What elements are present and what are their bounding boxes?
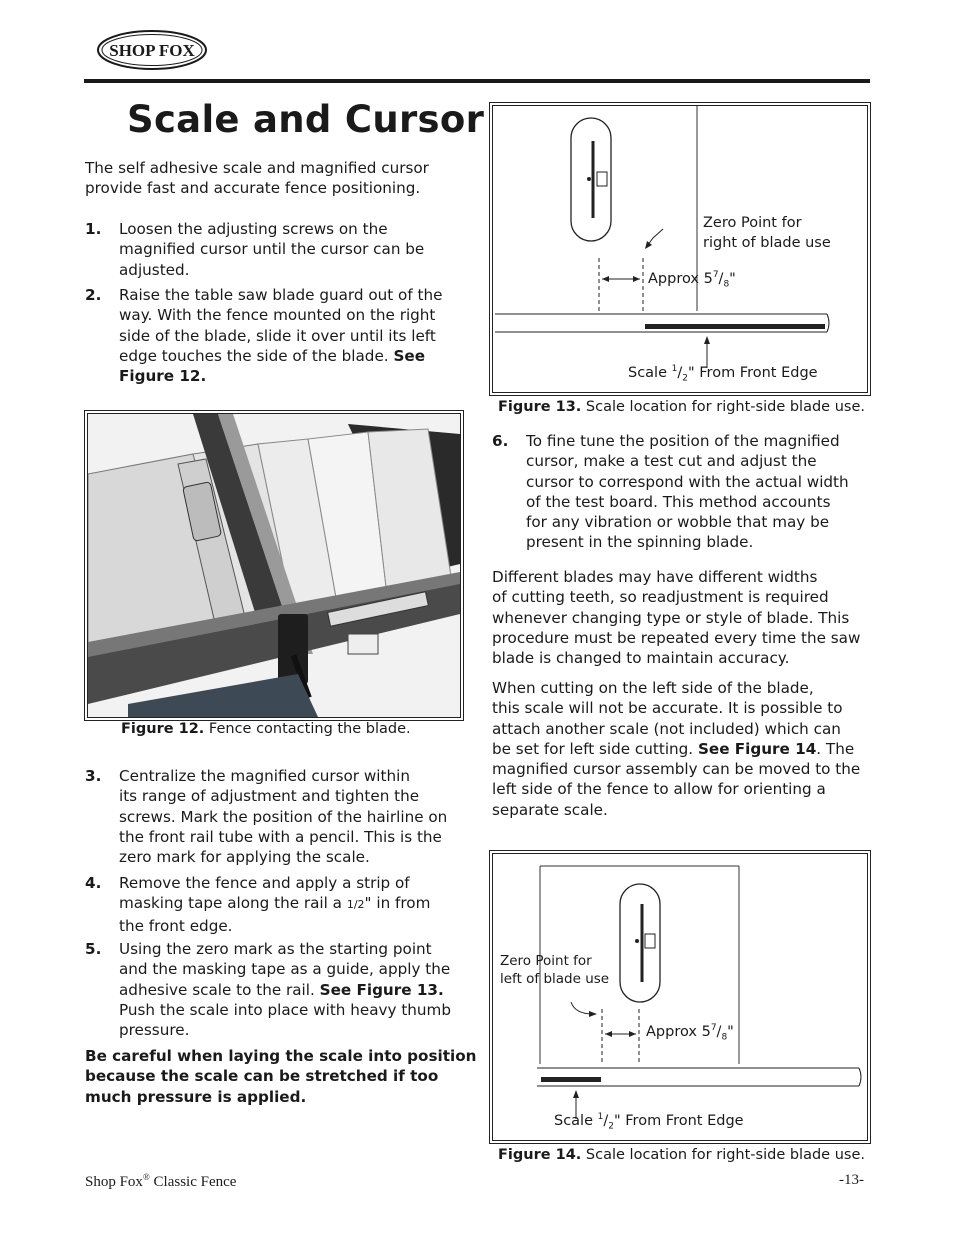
figure-12-photo (87, 413, 461, 718)
page-title: Scale and Cursor (127, 98, 485, 141)
page-number: -13- (839, 1172, 864, 1188)
figure-14-diagram (492, 853, 868, 1141)
fig14-zero-label: Zero Point for left of blade use (500, 953, 610, 987)
table-saw-photo (88, 414, 460, 717)
figure-13-caption: Figure 13. Scale location for right-side blade use. (498, 399, 865, 415)
figure-12-caption: Figure 12. Fence contacting the blade. (121, 721, 411, 737)
left-side-paragraph: When cutting on the left side of the blade, this scale will not be accurate. It is possible to attach another scale (not included) which can be set for left side cutting. See Figure 14. The magnified cursor assembly can be moved to the left side of the fence to allow for orienting a separate scale. (492, 679, 861, 819)
fig13-zero-label: Zero Point for right of blade use (703, 215, 831, 251)
warning-text: Be careful when laying the scale into position because the scale can be stretched if too much pressure is applied. (85, 1047, 477, 1106)
figure-14-caption: Figure 14. Scale location for right-side blade use. (498, 1147, 865, 1163)
blades-paragraph: Different blades may have different widths of cutting teeth, so readjustment is required whenever changing type or style of blade. This procedure must be repeated every time the saw blade is changed to maintain accuracy. (492, 568, 861, 668)
fig13-approx-label: Approx $5^7/_8$" (648, 270, 736, 290)
fig13-scale-label: Scale $^1/_2$" From Front Edge (628, 364, 818, 384)
footer-title: Shop Fox® Classic Fence (85, 1172, 237, 1190)
shop-fox-logo (96, 28, 208, 72)
fig14-approx-label: Approx $5^7/_8$" (646, 1023, 734, 1043)
intro-paragraph: The self adhesive scale and magnified cursor provide fast and accurate fence positioning. (85, 159, 429, 198)
logo-text: SHOP FOX (109, 41, 195, 60)
header-rule (84, 79, 870, 83)
fig14-scale-label: Scale $^1/_2$" From Front Edge (554, 1112, 744, 1132)
